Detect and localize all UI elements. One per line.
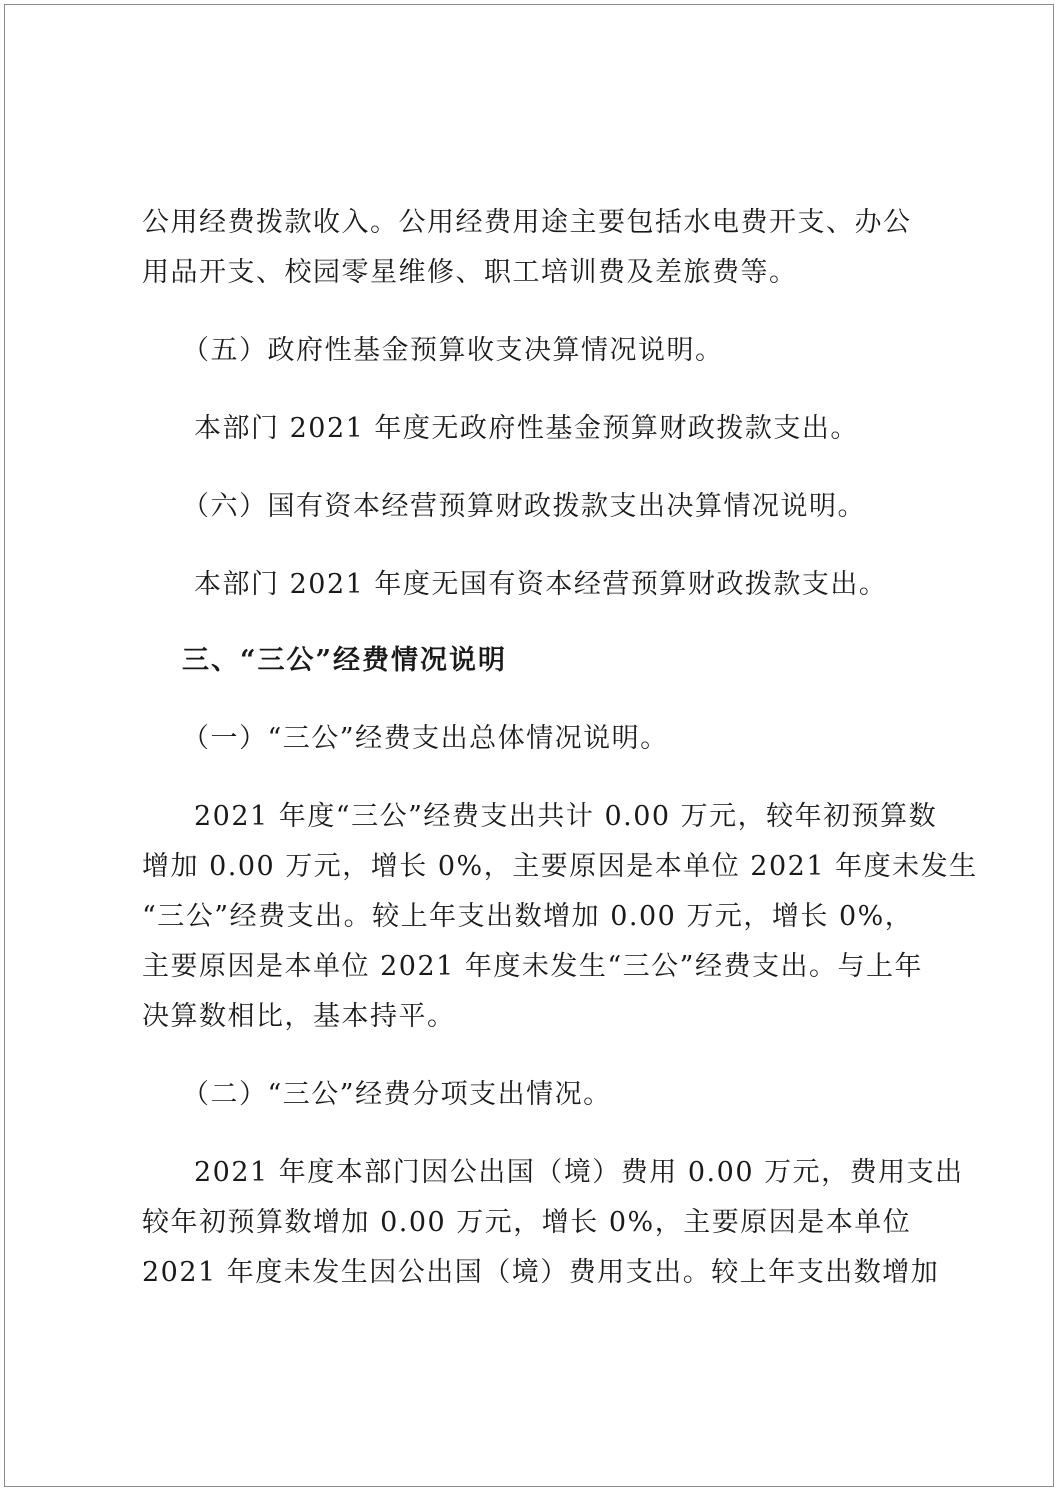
section-heading-3-2: （二）“三公”经费分项支出情况。 [182,1079,612,1110]
paragraph-three-public-itemized [142,1148,964,1298]
paragraph-three-public-overall [142,792,978,1042]
text-line: 主要原因是本单位 2021 年度未发生“三公”经费支出。与上年 [142,951,923,982]
text-line: “三公”经费支出。较上年支出数增加 0.00 万元，增长 0%， [142,901,914,932]
text-line: 公用经费拨款收入。公用经费用途主要包括水电费开支、办公 [142,207,912,238]
document-body [142,198,978,1298]
paragraph-public-funds [142,198,918,298]
text-line: 用品开支、校园零星维修、职工培训费及差旅费等。 [142,257,798,288]
paragraph-gov-fund: 本部门 2021 年度无政府性基金预算财政拨款支出。 [194,413,859,444]
text-line: 2021 年度“三公”经费支出共计 0.00 万元，较年初预算数 [194,801,938,832]
text-line: 2021 年度未发生因公出国（境）费用支出。较上年支出数增加 [142,1257,940,1288]
section-heading-3-1: （一）“三公”经费支出总体情况说明。 [182,723,669,754]
text-line: 较年初预算数增加 0.00 万元，增长 0%，主要原因是本单位 [142,1207,912,1238]
paragraph-state-capital: 本部门 2021 年度无国有资本经营预算财政拨款支出。 [194,569,888,600]
text-line: 决算数相比，基本持平。 [142,1001,456,1032]
text-line: 增加 0.00 万元，增长 0%，主要原因是本单位 2021 年度未发生 [142,851,978,882]
section-heading-5: （五）政府性基金预算收支决算情况说明。 [182,335,724,366]
text-line: 2021 年度本部门因公出国（境）费用 0.00 万元，费用支出 [194,1157,964,1188]
section-heading-6: （六）国有资本经营预算财政拨款支出决算情况说明。 [182,491,866,522]
chapter-heading-3: 三、“三公”经费情况说明 [182,645,508,676]
